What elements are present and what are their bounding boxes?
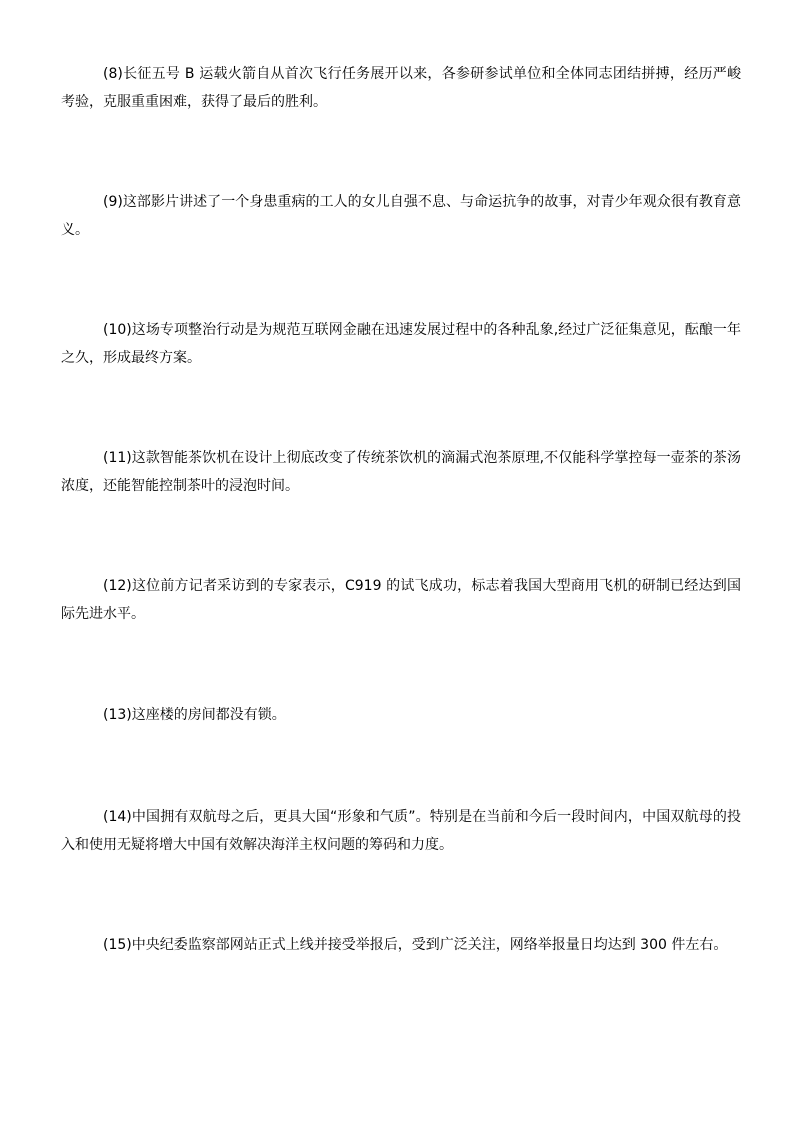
sentence-12: (12)这位前方记者采访到的专家表示，C919 的试飞成功，标志着我国大型商用飞机的研制已经达到国际先进水平。	[61, 578, 741, 622]
sentence-9: (9)这部影片讲述了一个身患重病的工人的女儿自强不息、与命运抗争的故事，对青少年观众很有教育意义。	[61, 194, 741, 238]
sentence-15: (15)中央纪委监察部网站正式上线并接受举报后，受到广泛关注，网络举报量日均达到 300 件左右。	[103, 937, 728, 953]
sentence-14: (14)中国拥有双航母之后，更具大国“形象和气质”。特别是在当前和今后一段时间内，中国双航母的投入和使用无疑将增大中国有效解决海洋主权问题的筹码和力度。	[61, 809, 741, 853]
sentence-10: (10)这场专项整治行动是为规范互联网金融在迅速发展过程中的各种乱象,经过广泛征集意见，酝酿一年之久，形成最终方案。	[61, 322, 741, 366]
sentence-13: (13)这座楼的房间都没有锁。	[103, 707, 286, 723]
sentence-8: (8)长征五号 B 运载火箭自从首次飞行任务展开以来，各参研参试单位和全体同志团结拼搏，经历严峻考验，克服重重困难，获得了最后的胜利。	[61, 66, 741, 110]
sentence-11: (11)这款智能茶饮机在设计上彻底改变了传统茶饮机的滴漏式泡茶原理,不仅能科学掌控每一壶茶的茶汤浓度，还能智能控制茶叶的浸泡时间。	[61, 450, 741, 494]
